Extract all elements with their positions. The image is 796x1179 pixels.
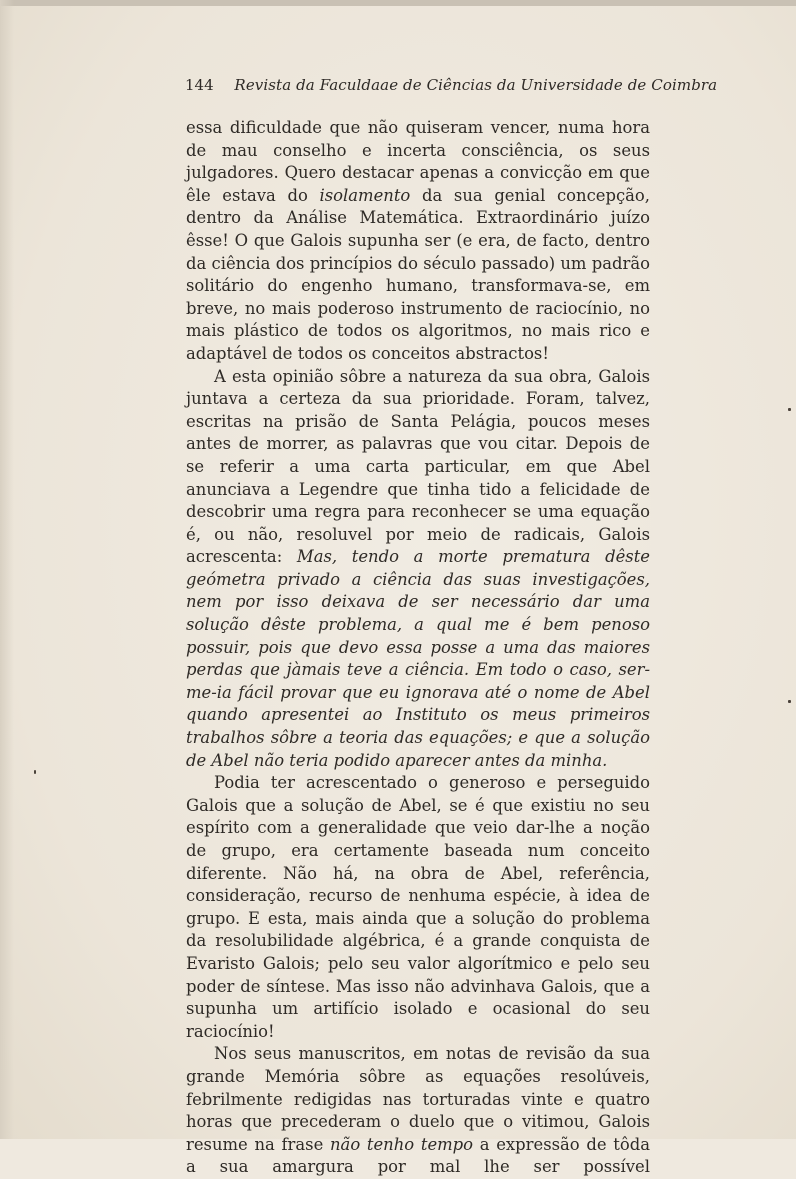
text-segment: Podia ter acrescentado o generoso e perseguido Galois que a solução de Abel, se é que existiu no seu espírito com a generalidade que veio dar-lhe a noção de grupo, era certamente baseada num conceito diferente. Não há, na obra de Abel, referência, consideração, recurso de nenhuma espécie, à idea de grupo. E esta, mais ainda que a solução do problema da resolubilidade algébrica, é a grande conquista de Evaristo Galois; pelo seu valor algorítmico e pelo seu poder de síntese. Mas isso não advinhava Galois, que a supunha um artifício isolado e ocasional do seu raciocínio! [186,773,650,1041]
text-segment: A esta opinião sôbre a natureza da sua obra, Galois juntava a certeza da sua prioridade. Foram, talvez, escritas na prisão de Santa Pelágia, poucos meses antes de morrer, as palavras que vou citar. Depois de se referir a uma carta particular, em que Abel anunciava a Legendre que tinha tido a felicidade de descobrir uma regra para reconhecer se uma equação é, ou não, resoluvel por meio de radicais, Galois acrescenta: [186,366,650,567]
paper-speck [788,700,791,703]
page-number: 144 [185,76,214,94]
text-segment: a expressão de tôda a sua amargura por mal lhe ser possível [186,1134,650,1177]
journal-title: Revista da Faculdaae de Ciências da Universidade de Coimbra [234,76,718,94]
text-segment-italic: Mas, tendo a morte prematura dêste geómetra privado a ciência das suas investigações, nem por isso deixava de ser necessário dar uma solução dêste problema, a qual me é bem penoso possuir, pois que devo essa posse a uma das maiores perdas que jàmais teve a ciência. Em todo o caso, ser-me-ia fácil provar que eu ignorava até o nome de Abel quando apresentei ao Instituto os meus primeiros trabalhos sôbre a teoria das equações; e que a solução de Abel não teria podido aparecer antes da minha. [186,547,650,770]
paragraph-3 [186,772,650,1043]
page-top-edge [0,0,796,6]
paragraph-4 [186,1043,650,1179]
text-segment-italic: isolamento [319,185,411,205]
page-binding-shadow [0,0,14,1139]
text-segment: Nos seus manuscritos, em notas de revisão da sua grande Memória sôbre as equações resolúveis, febrilmente redigidas nas torturadas vinte e quatro horas que precederam o duelo que o vitimou, Galois resume na frase [186,1044,650,1154]
text-segment-italic: não tenho tempo [329,1134,474,1154]
running-header [185,76,718,94]
text-segment: essa dificuldade que não quiseram vencer, numa hora de mau conselho e incerta consciência, os seus julgadores. Quero destacar apenas a convicção em que êle estava do [186,118,650,205]
body-text [186,117,650,1179]
text-segment: da sua genial concepção, dentro da Análise Matemática. Extraordinário juízo êsse! O que Galois supunha ser (e era, de facto, dentro da ciência dos princípios do século passado) um padrão solitário do engenho humano, transformava-se, em breve, no mais poderoso instrumento de raciocínio, no mais plástico de todos os algoritmos, no mais rico e adaptável de todos os conceitos abstractos! [186,185,650,363]
paper-speck [34,770,36,774]
paragraph-1 [186,117,650,366]
paragraph-2 [186,366,650,773]
paper-speck [788,408,791,411]
